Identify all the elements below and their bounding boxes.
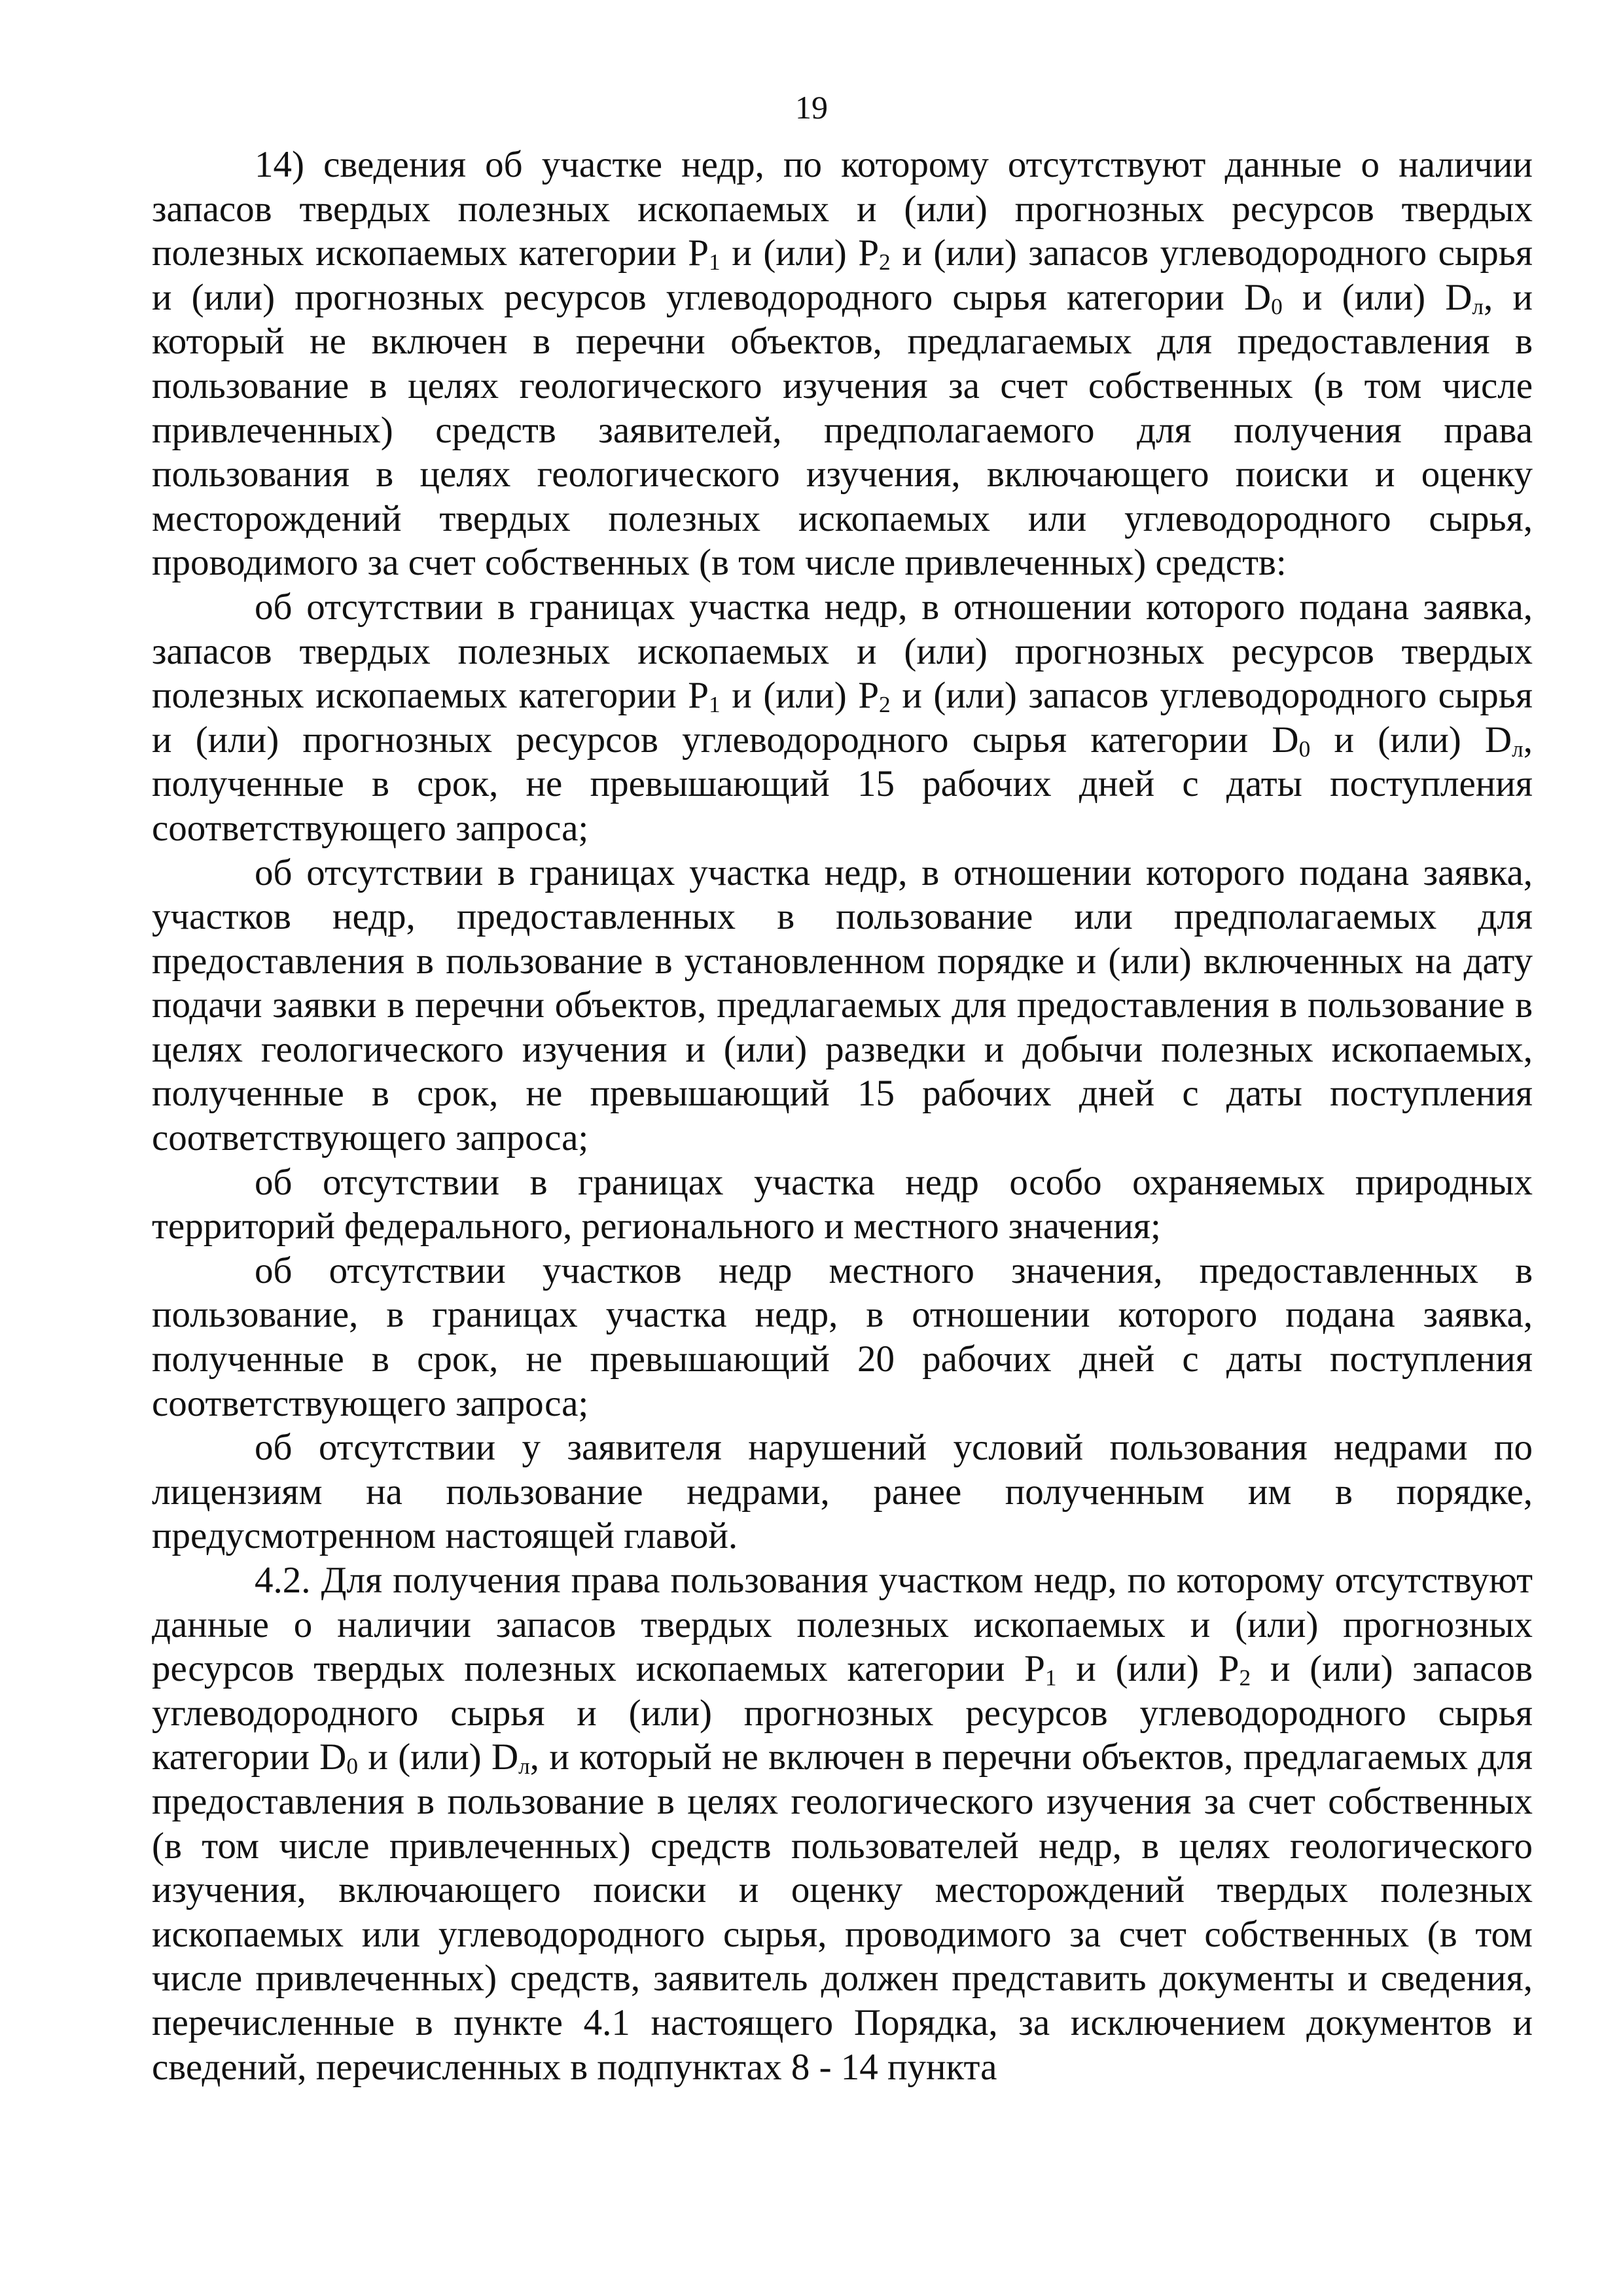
document-body: [152, 143, 1533, 2089]
paragraph-violations-absence: об отсутствии у заявителя нарушений условий пользования недрами по лицензиям на пользование недрами, ранее полученным им в порядке, предусмотренном настоящей главой.: [152, 1427, 1533, 1557]
paragraph-section-4-2: 4.2. Для получения права пользования участком недр, по которому отсутствуют данные о наличии запасов твердых полезных ископаемых и (или) прогнозных ресурсов твердых полезных ископаемых категории $P_1$ и (или) $P_2$ и (или) запасов углеводородного сырья и (или) прогнозных ресурсов углеводородного сырья категории $D_0$ и (или) $D_л$, и который не включен в перечни объектов, предлагаемых для предоставления в пользование в целях геологического изучения за счет собственных (в том числе привлеченных) средств пользователей недр, в целях геологического изучения, включающего поиски и оценку месторождений твердых полезных ископаемых или углеводородного сырья, проводимого за счет собственных (в том числе привлеченных) средств, заявитель должен представить документы и сведения, перечисленные в пункте 4.1 настоящего Порядка, за исключением документов и сведений, перечисленных в подпунктах 8 - 14 пункта: [152, 1560, 1533, 2088]
paragraph-reserves-absence: об отсутствии в границах участка недр, в отношении которого подана заявка, запасов твердых полезных ископаемых и (или) прогнозных ресурсов твердых полезных ископаемых категории $P_1$ и (или) $P_2$ и (или) запасов углеводородного сырья и (или) прогнозных ресурсов углеводородного сырья категории $D_0$ и (или) $D_л$, полученные в срок, не превышающий 15 рабочих дней с даты поступления соответствующего запроса;: [152, 586, 1533, 849]
paragraph-local-plots: об отсутствии участков недр местного значения, предоставленных в пользование, в границах участка недр, в отношении которого подана заявка, полученные в срок, не превышающий 20 рабочих дней с даты поступления соответствующего запроса;: [152, 1249, 1533, 1424]
paragraph-plots-absence: об отсутствии в границах участка недр, в отношении которого подана заявка, участков недр, предоставленных в пользование или предполагаемых для предоставления в пользование в установленном порядке и (или) включенных на дату подачи заявки в перечни объектов, предлагаемых для предоставления в пользование в целях геологического изучения и (или) разведки и добычи полезных ископаемых, полученные в срок, не превышающий 15 рабочих дней с даты поступления соответствующего запроса;: [152, 852, 1533, 1159]
paragraph-protected-areas: об отсутствии в границах участка недр особо охраняемых природных территорий федерального, регионального и местного значения;: [152, 1161, 1533, 1247]
page-number: 19: [795, 89, 828, 126]
paragraph-item-14: 14) сведения об участке недр, по которому отсутствуют данные о наличии запасов твердых полезных ископаемых и (или) прогнозных ресурсов твердых полезных ископаемых категории $P_1$ и (или) $P_2$ и (или) запасов углеводородного сырья и (или) прогнозных ресурсов углеводородного сырья категории $D_0$ и (или) $D_л$, и который не включен в перечни объектов, предлагаемых для предоставления в пользование в целях геологического изучения за счет собственных (в том числе привлеченных) средств заявителей, предполагаемого для получения права пользования в целях геологического изучения, включающего поиски и оценку месторождений твердых полезных ископаемых или углеводородного сырья, проводимого за счет собственных (в том числе привлеченных) средств:: [152, 144, 1533, 584]
